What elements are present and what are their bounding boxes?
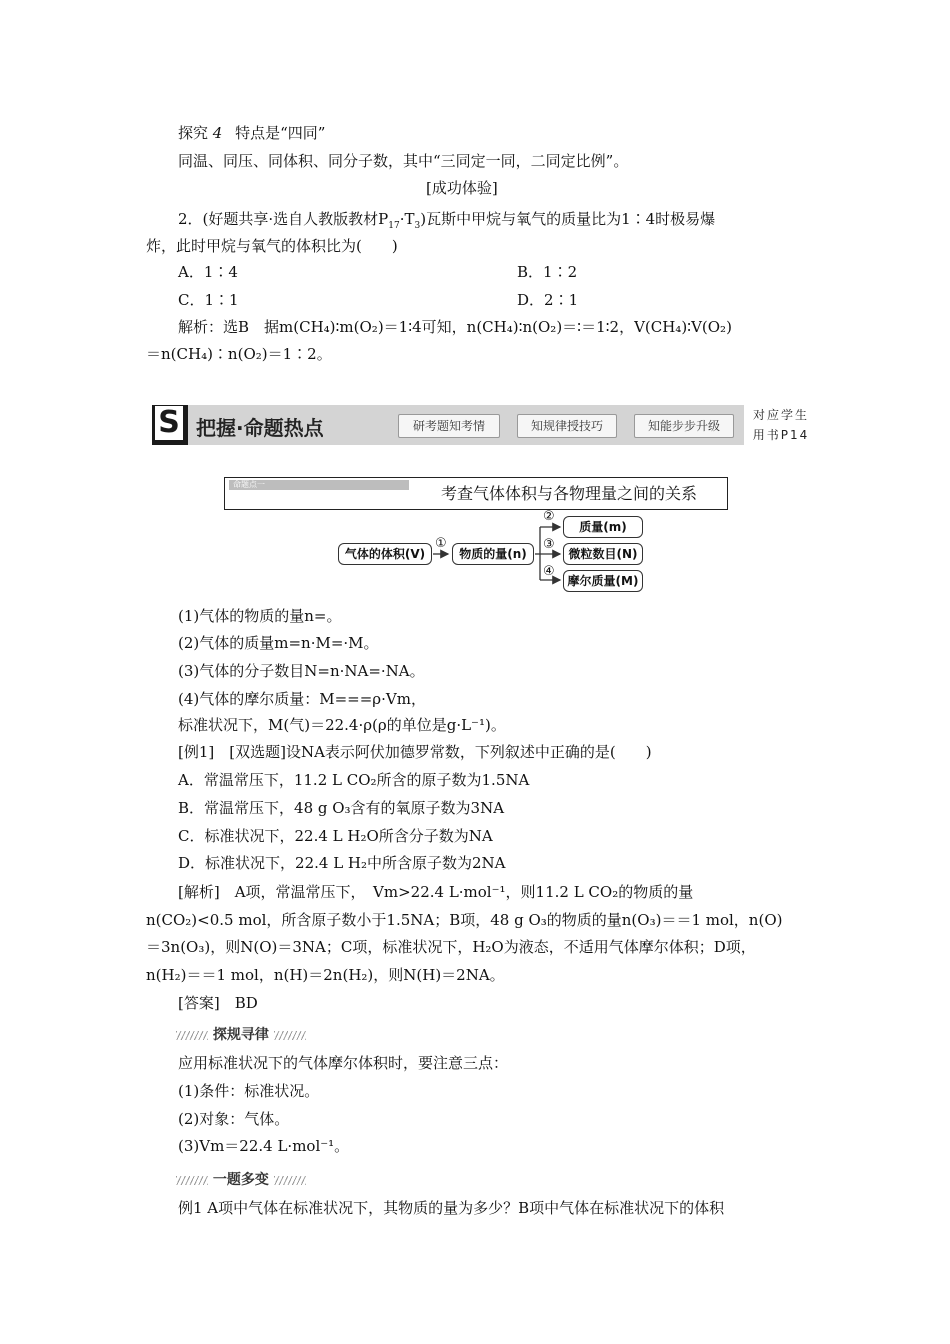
example-1-option-b: B．常温常压下，48 g O₃含有的氧原子数为3NA xyxy=(178,799,505,817)
example-1-analysis-3: ＝3n(O₃)，则N(O)＝3NA；C项，标准状况下，H₂O为液态，不适用气体摩尔体积；D项， xyxy=(146,938,756,956)
rule-intro: 应用标准状况下的气体摩尔体积时，要注意三点： xyxy=(178,1054,509,1072)
formula-3: (3)气体的分子数目N=n·NA=·NA。 xyxy=(178,662,425,680)
example-1-answer: [答案] BD xyxy=(178,994,258,1012)
option-a: A．1∶4 xyxy=(178,263,238,281)
option-d: D．2∶1 xyxy=(517,291,579,309)
step-4-label: ④ xyxy=(543,564,555,579)
node-particles: 微粒数目(N) xyxy=(563,543,643,565)
hatch-decoration-right xyxy=(274,1176,306,1185)
banner-title: 把握·命题热点 xyxy=(196,416,324,440)
node-gas-volume: 气体的体积(V) xyxy=(338,543,432,565)
question-2-line-1: 2．(好题共享·选自人教版教材$P_{17}\cdot T_3$)瓦斯中甲烷与氧气的质量比为1∶4时极易爆 xyxy=(178,210,716,231)
formula-5: 标准状况下，M(气)＝22.4·ρ(ρ的单位是g·L⁻¹)。 xyxy=(178,716,506,734)
node-amount: 物质的量(n) xyxy=(452,543,534,565)
banner-tag-1: 研考题知考情 xyxy=(398,414,500,438)
hatch-decoration-left xyxy=(176,1176,208,1185)
node-molar-mass: 摩尔质量(M) xyxy=(563,570,643,592)
topic-label: 命题点一 xyxy=(229,480,409,490)
rule-point-2: (2)对象：气体。 xyxy=(178,1110,290,1128)
success-header: [成功体验] xyxy=(426,179,498,197)
example-1-option-a: A．常温常压下，11.2 L CO₂所含的原子数为1.5NA xyxy=(178,771,530,789)
variant-header: 一题多变 xyxy=(176,1169,306,1189)
example-1-option-c: C．标准状况下，22.4 L H₂O所含分子数为NA xyxy=(178,827,493,845)
example-1-stem: [例1] [双选题]设NA表示阿伏加德罗常数，下列叙述中正确的是( ) xyxy=(178,743,652,761)
banner-tag-3: 知能步步升级 xyxy=(634,414,734,438)
topic-title: 考查气体体积与各物理量之间的关系 xyxy=(441,484,698,503)
example-1-analysis-1: [解析] A项，常温常压下， Vm>22.4 L·mol⁻¹，则11.2 L CO₂的物质的量 xyxy=(178,883,694,901)
rule-point-3: (3)Vm＝22.4 L·mol⁻¹。 xyxy=(178,1137,350,1155)
rule-header: 探规寻律 xyxy=(176,1024,306,1044)
banner-tag-2: 知规律授技巧 xyxy=(517,414,617,438)
example-1-analysis-4: n(H₂)＝＝1 mol，n(H)＝2n(H₂)，则N(H)＝2NA。 xyxy=(146,966,505,984)
banner-side-note: 对应学生 用书P14 xyxy=(744,405,818,445)
node-mass: 质量(m) xyxy=(563,516,643,538)
formula-2: (2)气体的质量m=n·M=·M。 xyxy=(178,634,379,652)
explore-4-heading: 探究 4 特点是“四同” xyxy=(178,124,326,142)
question-2-line-2: 炸，此时甲烷与氧气的体积比为( ) xyxy=(146,237,398,255)
step-2-label: ② xyxy=(543,509,555,524)
s-logo-icon: S xyxy=(152,405,188,445)
example-1-analysis-2: n(CO₂)<0.5 mol，所含原子数小于1.5NA；B项，48 g O₃的物质的量n(O₃)＝＝1 mol，n(O) xyxy=(146,911,783,929)
hatch-decoration-right xyxy=(274,1031,306,1040)
example-1-option-d: D．标准状况下，22.4 L H₂中所含原子数为2NA xyxy=(178,854,506,872)
four-same-text: 同温、同压、同体积、同分子数，其中“三同定一同，二同定比例”。 xyxy=(178,152,629,170)
variant-text: 例1 A项中气体在标准状况下，其物质的量为多少？B项中气体在标准状况下的体积 xyxy=(178,1199,725,1217)
analysis-line-1: 解析：选B 据m(CH₄)∶m(O₂)＝1∶4可知，n(CH₄)∶n(O₂)＝∶＝1∶2，V(CH₄)∶V(O₂) xyxy=(178,318,732,336)
option-b: B．1∶2 xyxy=(517,263,578,281)
option-c: C．1∶1 xyxy=(178,291,239,309)
rule-point-1: (1)条件：标准状况。 xyxy=(178,1082,320,1100)
formula-4: (4)气体的摩尔质量：M===ρ·Vm， xyxy=(178,690,426,708)
step-1-label: ① xyxy=(435,536,447,551)
formula-1: (1)气体的物质的量n=。 xyxy=(178,607,342,625)
step-3-label: ③ xyxy=(543,537,555,552)
hatch-decoration-left xyxy=(176,1031,208,1040)
analysis-line-2: ＝n(CH₄)∶n(O₂)＝1∶2。 xyxy=(146,345,332,363)
